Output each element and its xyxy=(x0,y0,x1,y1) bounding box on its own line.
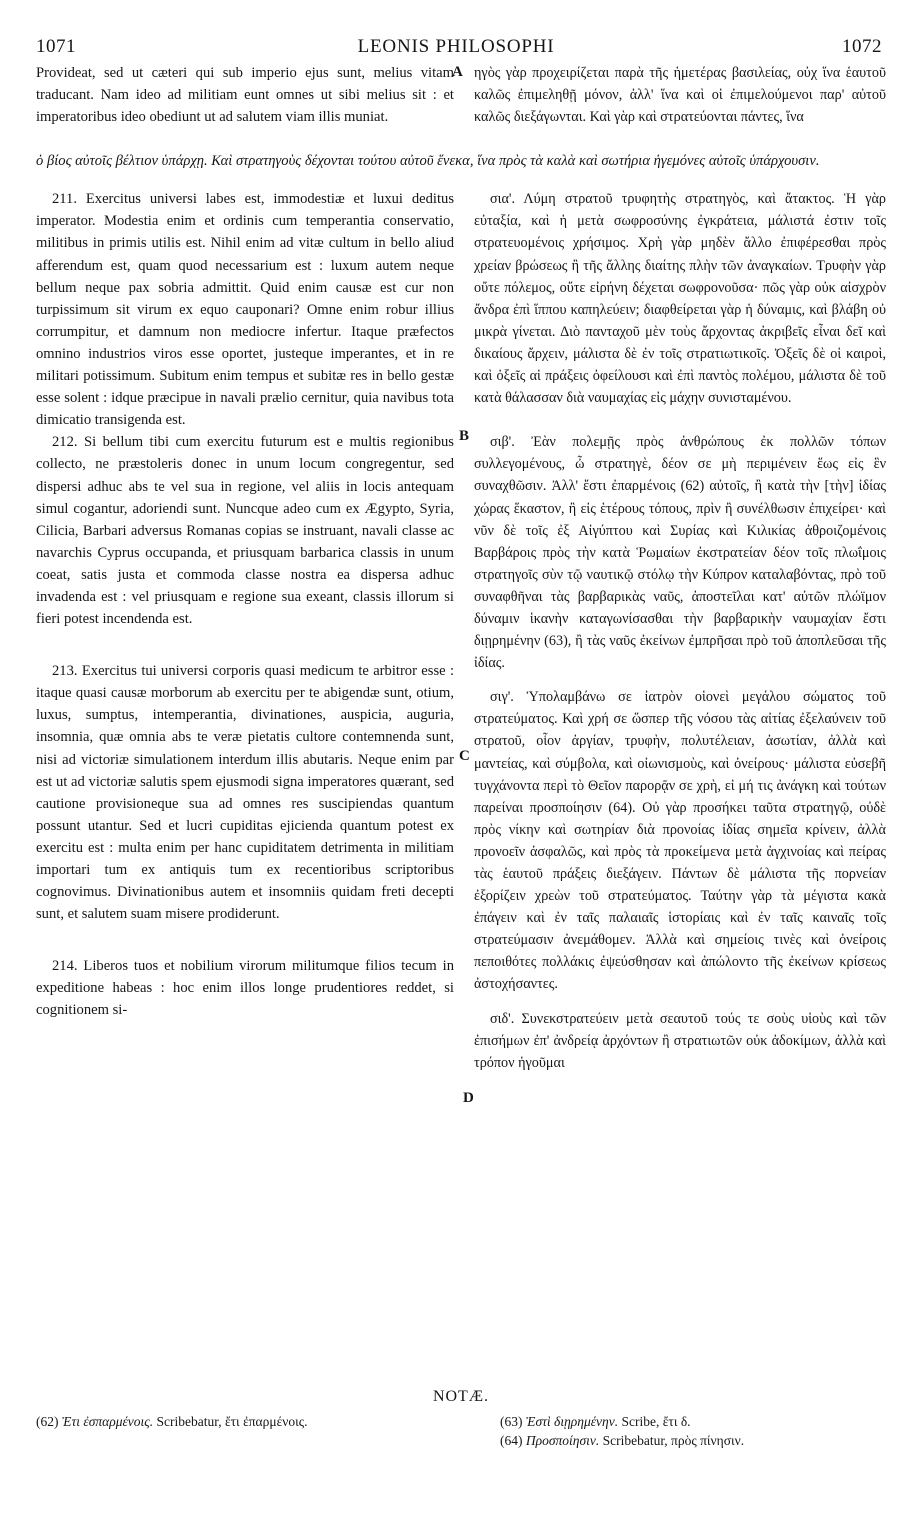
greek-fullwidth-line: ὁ βίος αὐτοῖς βέλτιον ὑπάρχῃ. Καὶ στρατηγοὺς δέχονται τούτου αὐτοῦ ἕνεκα, ἵνα πρὸς τὰ καλὰ καὶ σωτήρια ἡγεμόνες αὐτοῖς ὑπάρχουσιν. xyxy=(36,153,820,169)
section-marker-a: A xyxy=(452,64,463,80)
section-marker-b: B xyxy=(459,428,470,444)
greek-paragraph-212: σιβ'. Ἐὰν πολεμῇς πρὸς ἀνθρώπους ἐκ πολλῶν τόπων συλλεγομένους, ὦ στρατηγὲ, δέον σε μὴ περιμένειν ἕως εἰς ἓν συναχθῶσιν. Ἀλλ' ἔστι ἐπαρμένοις (62) αὐτοῖς, ἢ κατὰ τὴν [τὴν] ἰδίας χώρας ἕκαστον, ἢ εἰς ἑτέρους τόπους, πρὶν ἢ συνέλθωσιν ἐπιχείρει· καὶ νῦν δὲ τοῖς ἐξ Αἰγύπτου καὶ Συρίας καὶ Κιλικίας ἀθροιζομένοις Βαρβάροις πρὸς τὴν κατὰ Ῥωμαίων ἐκστρατείαν δέον τοῖς πλωΐμοις στρατηγοῖς σὺν τῷ ναυτικῷ στόλῳ τὴν Κύπρον καταλαβόντας, πρὸ τοῦ συναφθῆναι τὰς βαρβαρικὰς ναῦς, ἀποστεῖλαι κατ' αὐτῶν πλώϊμον δύναμιν ἱκανὴν καταγωνίσασθαι τὴν βαρβαρικὴν ναυμαχίαν ἔστι διῃρημένην (63), ἢ τὰς ναῦς ἐκείνων ἐμπρῆσαι πρὸ τοῦ ἀποπλεῦσαι τῆς ἰδίας. xyxy=(474,434,886,672)
running-title: LEONIS PHILOSOPHI xyxy=(357,36,555,57)
running-header xyxy=(30,36,882,62)
section-marker-c: C xyxy=(459,748,470,764)
note-64-label: (64) xyxy=(500,1433,523,1448)
right-page-number: 1072 xyxy=(842,36,882,57)
latin-intro: Provideat, sed ut cæteri qui sub imperio ejus sunt, melius vitam traducant. Nam ideo ad militiam eunt omnes ut sibi melius sit : et imperatoribus ideo obediunt ut ad salutem viam illis muniat. xyxy=(36,65,454,126)
note-62-label: (62) xyxy=(36,1414,59,1429)
latin-paragraph-213: 213. Exercitus tui universi corporis quasi medicum te arbitror esse : itaque quasi causæ morborum ab exercitu per te abigendæ sunt, otium, luxus, sumptus, intemperantia, divinationes, auspicia, auguria, insomnia, quæ omnia abs te veræ pietatis cultore contemnenda sunt, nisi ad victoriæ simulationem interdum illis abutaris. Neque enim par est ut ad victoriæ salutis spem ejusmodi signa imperatores quærant, sed cautione provisioneque sua ad omnes res suscipiendas quantum possunt utantur. Sed et lucri cupiditas ejicienda quantum potest ex exercitu est : multa enim per hanc cupiditatem detrimenta in militiam importari tum ex antiquis tum ex recentioribus scriptoribus cognovimus. Divinationibus autem et insomniis quidam freti decepti sunt, et salutem suam misere prodiderunt. xyxy=(36,663,454,923)
note-64 xyxy=(500,1431,890,1450)
latin-paragraph-211: 211. Exercitus universi labes est, immodestiæ et luxui deditus imperator. Modestia enim et ordinis cum temperantia conservatio, militibus in primis utilis est. Nihil enim ad vitæ cultum in bello aliud afferendum est, quam quod necessarium est : luxum autem neque bellum neque pax sobria admittit. Quid enim causæ est cur non turpissimum sit virum ex equo cauponari? Omne enim robur illius corrumpitur, et damnum non mediocre infertur. Itaque præfectos omnino industrios viros esse oportet, justeque imperantes, et in re militari potissimum. Subitum enim tempus et subitæ res in bello gestæ esse solent : idque præcipue in navali prælio cernitur, quia navibus tota dimicatio transigenda est. xyxy=(36,191,454,429)
notes-right-column xyxy=(500,1412,890,1450)
notes-left-column xyxy=(36,1412,466,1431)
note-62 xyxy=(36,1412,466,1431)
left-page-number: 1071 xyxy=(36,36,76,57)
section-marker-d: D xyxy=(463,1090,474,1106)
note-62-lemma: Ἐτι ἐσπαρμένοις. xyxy=(61,1414,154,1429)
note-63-label: (63) xyxy=(500,1414,523,1429)
latin-column xyxy=(36,62,454,1022)
latin-paragraph-212: 212. Si bellum tibi cum exercitu futurum est e multis regionibus collecto, ne præstoleris donec in unum locum congregentur, sed dispersi adhuc abs te vel sua in regione, vel aliis in locis antequam simul cogantur, adoriendi sunt. Nuncque adeo cum ex Ægypto, Syria, Cilicia, Barbari adversus Romanas copias se instruant, navali classe ac navarchis Cyprus occupanda, et priusquam barbarica classis in unum coeat, satis justa et commoda classe nostra ea dispersa adhuc invadenda est : vel priusquam e regione sua exeant, classis illorum si fieri potest incendenda est. xyxy=(36,434,454,628)
greek-paragraph-214: σιδ'. Συνεκστρατεύειν μετὰ σεαυτοῦ τούς τε σοὺς υἱοὺς καὶ τῶν ἐπισήμων ἐπ' ἀνδρείᾳ ἀρχόντων ἢ στρατιωτῶν οὐκ ἀδοκίμων, ἀλλὰ καὶ τρόπον ἡγοῦμαι xyxy=(474,1010,886,1071)
notes-heading: NOTÆ. xyxy=(432,1388,490,1405)
greek-paragraph-213: σιγ'. Ὑπολαμβάνω σε ἰατρὸν οἱονεὶ μεγάλου σώματος τοῦ στρατεύματος. Καὶ χρή σε ὥσπερ τῆς νόσου τὰς αἰτίας ἐξελαύνειν τοῦ στρατοῦ, οἷον ἀργίαν, τρυφὴν, πολυτέλειαν, ἀσωτίαν, ἀλλὰ καὶ μαντείας, καὶ σύμβολα, καὶ οἰωνισμοὺς, καὶ ὀνείρους· μάλιστα εὐσεβῆ τυγχάνοντα περὶ τὸ Θεῖον παρορᾷν σε χρὴ, εἰ μή τις ἀνάγκη καὶ τούτων παρείναι προσποίησιν (64). Οὐ γὰρ προσήκει ταῦτα στρατηγῷ, οὐδὲ πρὸς νίκην καὶ σωτηρίαν διὰ προνοίας ἰδίας σημεῖα κρίνειν, ἀλλὰ προνοεῖν ἀσφαλῶς, καὶ πρὸς τὰ προκείμενα μετὰ ἀγχινοίας καὶ πείρας τὰς ἑαυτοῦ πράξεις διεξάγειν. Πάντων δὲ μάλιστα τῆς πορνείαν ἐξορίζειν χρεὼν τοῦ στρατεύματος. Ταύτην γὰρ τὰ μέγιστα κακὰ ἐπάγειν καὶ ἐν ταῖς παλαιαῖς ἱστορίαις καὶ ἐν ταῖς καιναῖς τοῖς στρατεύμασιν ἀνεμάθομεν. Ἀλλὰ καὶ σημείοις τινὲς καὶ ὀνείροις πεποιθότες πολλάκις ἐψεύσθησαν καὶ ἀπώλοντο τῆς ἐκείνων κρίσεως ἀστοχήσαντες. xyxy=(474,689,886,993)
latin-paragraph-214: 214. Liberos tuos et nobilium virorum militumque filios tecum in expeditione habeas : hoc enim illos longe prudentiores reddet, si cognitionem si- xyxy=(36,958,454,1019)
greek-intro: ηγὸς γὰρ προχειρίζεται παρὰ τῆς ἡμετέρας βασιλείας, οὐχ ἵνα ἑαυτοῦ καλῶς ἐπιμεληθῇ μόνον, ἀλλ' ἵνα καὶ οἱ ἐπιμελούμενοι παρ' αὐτοῦ καλῶς διεξάγωνται. Καὶ γὰρ καὶ στρατεύονται πάντες, ἵνα xyxy=(474,65,886,126)
greek-column xyxy=(474,62,886,1074)
note-64-lemma: Προσποίησιν. xyxy=(525,1433,600,1448)
note-63-text: Scribe, ἔτι δ. xyxy=(621,1414,691,1429)
note-63-lemma: Ἐστὶ διῃρημένην. xyxy=(525,1414,619,1429)
note-64-text: Scribebatur, πρὸς πίνησιν. xyxy=(602,1433,745,1448)
note-62-text: Scribebatur, ἔτι ἐπαρμένοις. xyxy=(156,1414,308,1429)
greek-paragraph-211: σια'. Λύμη στρατοῦ τρυφητὴς στρατηγὸς, καὶ ἄτακτος. Ἡ γὰρ εὐταξία, καὶ ἡ μετὰ σωφροσύνης ἐγκράτεια, μάλιστά ἐστιν τοῖς στρατευομένοις χρήσιμος. Χρὴ γὰρ μηδὲν ἄλλο ἐπιφέρεσθαι πρὸς χρείαν βρώσεως ἢ τῆς ἄλλης διαίτης πλὴν τῶν ἀναγκαίων. Τρυφὴν γὰρ οὔτε πόλεμος, οὔτε εἰρήνη δέχεται σωφρονοῦσα· πῶς γὰρ οὐκ αἰσχρὸν ἄνδρα ἐπὶ ἵππου καπηλεύειν; διαφθείρεται γὰρ ἡ δύναμις, καὶ βλάβη οὐ μικρὰ γίνεται. Διὸ πανταχοῦ μὲν τοὺς ἄρχοντας ἀκριβεῖς εἶναι δεῖ καὶ δικαίους ἄρχειν, μάλιστα δὲ ἐν τοῖς στρατιωτικοῖς. Ὀξεῖς δὲ οἱ καιροὶ, καὶ ὀξεῖς αἱ πράξεις ὀφείλουσι καὶ ἐπὶ παντὸς πολέμου, μάλιστα δὲ τοῦ κατὰ θάλασσαν διὰ ναυμαχίας εἰς μάχην συνισταμένου. xyxy=(474,191,886,407)
note-63 xyxy=(500,1412,890,1431)
